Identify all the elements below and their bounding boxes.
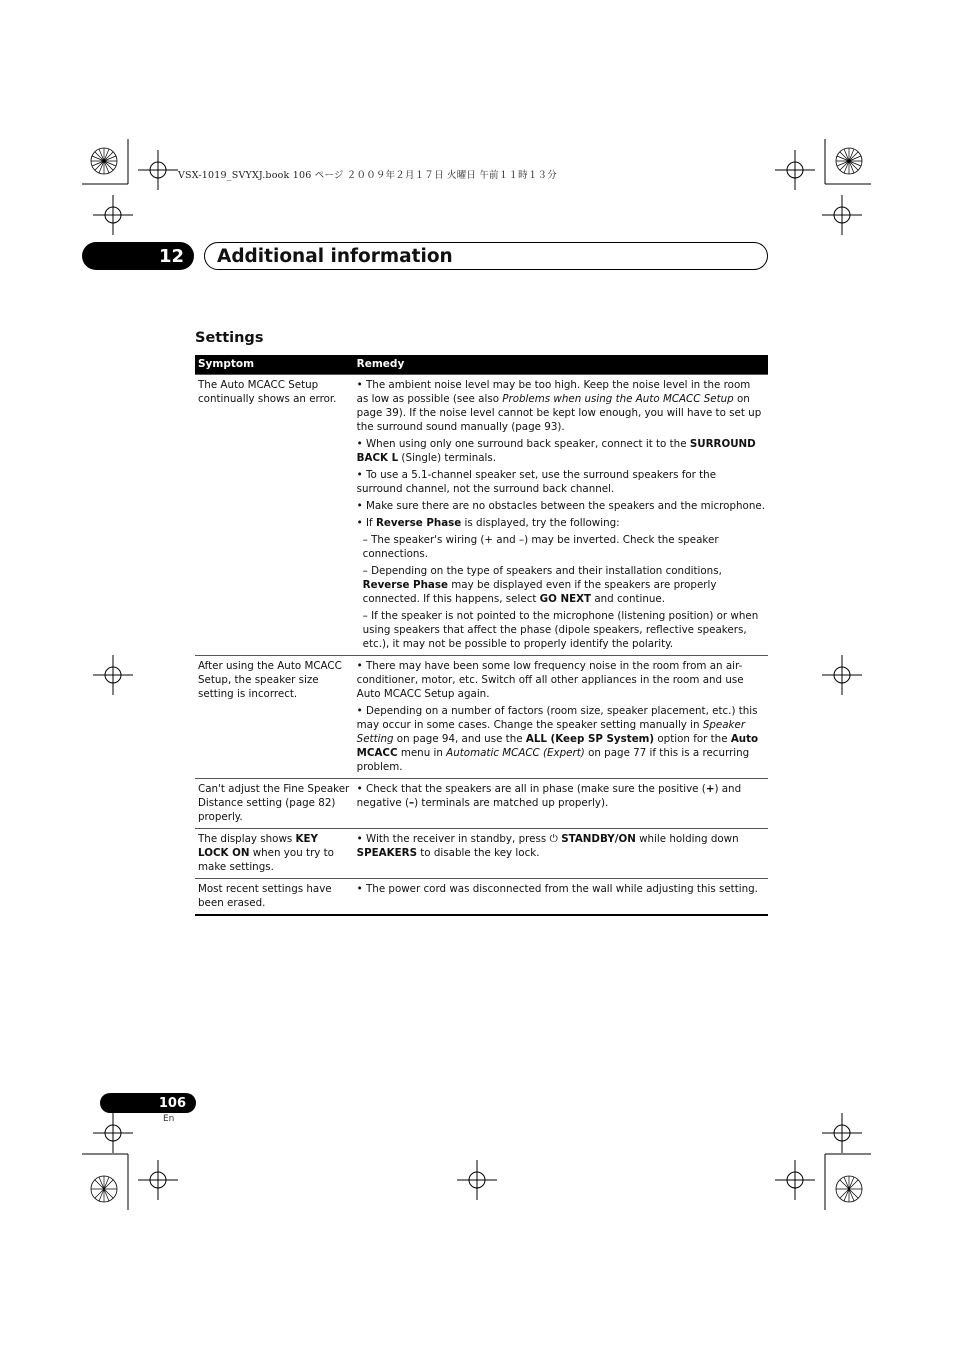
crosshair-icon — [457, 1160, 497, 1200]
symptom-cell: The Auto MCACC Setup continually shows an error. — [195, 375, 354, 656]
section-title: Settings — [195, 330, 264, 346]
power-icon: ⏻ — [549, 833, 558, 845]
remedy-item: • Make sure there are no obstacles between the speakers and the microphone. — [356, 500, 765, 512]
remedy-item: • When using only one surround back speaker, connect it to the SURROUND BACK L (Single) terminals. — [356, 438, 756, 464]
table-header-row — [195, 355, 768, 375]
crosshair-icon — [138, 150, 178, 190]
crosshair-icon — [93, 1113, 133, 1153]
remedy-item: • The ambient noise level may be too high. Keep the noise level in the room as low as possible (see also Problems when using the Auto MCACC Setup on page 39). If the noise level cannot be kept low enough, you will have to set up the surround sound manually (page 93). — [356, 379, 762, 433]
starburst-registration-icon — [810, 122, 888, 200]
table-row — [195, 375, 768, 656]
table-row — [195, 879, 768, 916]
crosshair-icon — [822, 195, 862, 235]
language-code: En — [163, 1114, 175, 1124]
remedy-item: • If Reverse Phase is displayed, try the following: — [356, 517, 620, 529]
crosshair-icon — [822, 1113, 862, 1153]
remedy-cell — [354, 779, 768, 829]
symptom-cell: Most recent settings have been erased. — [195, 879, 354, 916]
remedy-item: • There may have been some low frequency noise in the room from an air-conditioner, motor, etc. Switch off all other appliances in the room and use Auto MCACC Setup again. — [356, 660, 744, 700]
table-row — [195, 829, 768, 879]
starburst-registration-icon — [810, 1150, 888, 1228]
table-row — [195, 656, 768, 779]
starburst-registration-icon — [65, 122, 143, 200]
remedy-cell — [354, 375, 768, 656]
starburst-registration-icon — [65, 1150, 143, 1228]
remedy-item: • With the receiver in standby, press ⏻ STANDBY/ON while holding down SPEAKERS to disable the key lock. — [356, 833, 739, 859]
crosshair-icon — [775, 150, 815, 190]
page-number: 106 — [100, 1093, 196, 1113]
symptom-cell: After using the Auto MCACC Setup, the speaker size setting is incorrect. — [195, 656, 354, 779]
remedy-subitem: – The speaker's wiring (+ and –) may be inverted. Check the speaker connections. — [362, 534, 719, 560]
remedy-item: • Depending on a number of factors (room size, speaker placement, etc.) this may occur in some cases. Change the speaker setting manually in Speaker Setting on page 94, and use the ALL (Keep SP System) option for the Auto MCACC menu in Automatic MCACC (Expert) on page 77 if this is a recurring problem. — [356, 705, 759, 773]
remedy-subitem: – Depending on the type of speakers and their installation conditions, Reverse Phase may be displayed even if the speakers are properly connected. If this happens, select GO NEXT and continue. — [362, 565, 722, 605]
chapter-header — [82, 242, 768, 270]
remedy-item: • To use a 5.1-channel speaker set, use the surround speakers for the surround channel, not the surround back channel. — [356, 469, 717, 495]
crosshair-icon — [775, 1160, 815, 1200]
symptom-cell: Can't adjust the Fine Speaker Distance setting (page 82) properly. — [195, 779, 354, 829]
crosshair-icon — [822, 655, 862, 695]
remedy-cell — [354, 656, 768, 779]
column-header-remedy: Remedy — [354, 355, 768, 375]
table-row — [195, 779, 768, 829]
remedy-item: • The power cord was disconnected from the wall while adjusting this setting. — [356, 883, 758, 895]
remedy-item: • Check that the speakers are all in phase (make sure the positive (+) and negative (–) terminals are matched up properly). — [356, 783, 742, 809]
chapter-title: Additional information — [204, 242, 768, 270]
column-header-symptom: Symptom — [195, 355, 354, 375]
crosshair-icon — [93, 195, 133, 235]
remedy-cell — [354, 829, 768, 879]
symptom-cell: The display shows KEY LOCK ON when you try to make settings. — [195, 829, 354, 879]
crosshair-icon — [138, 1160, 178, 1200]
crosshair-icon — [93, 655, 133, 695]
chapter-number: 12 — [82, 242, 194, 270]
settings-troubleshooting-table — [195, 355, 768, 916]
remedy-cell — [354, 879, 768, 916]
print-header: VSX-1019_SVYXJ.book 106 ページ ２００９年２月１７日 火曜日 午前１１時１３分 — [178, 170, 557, 181]
remedy-subitem: – If the speaker is not pointed to the microphone (listening position) or when using speakers that affect the phase (dipole speakers, reflective speakers, etc.), it may not be possible to properly identify the polarity. — [362, 610, 759, 650]
